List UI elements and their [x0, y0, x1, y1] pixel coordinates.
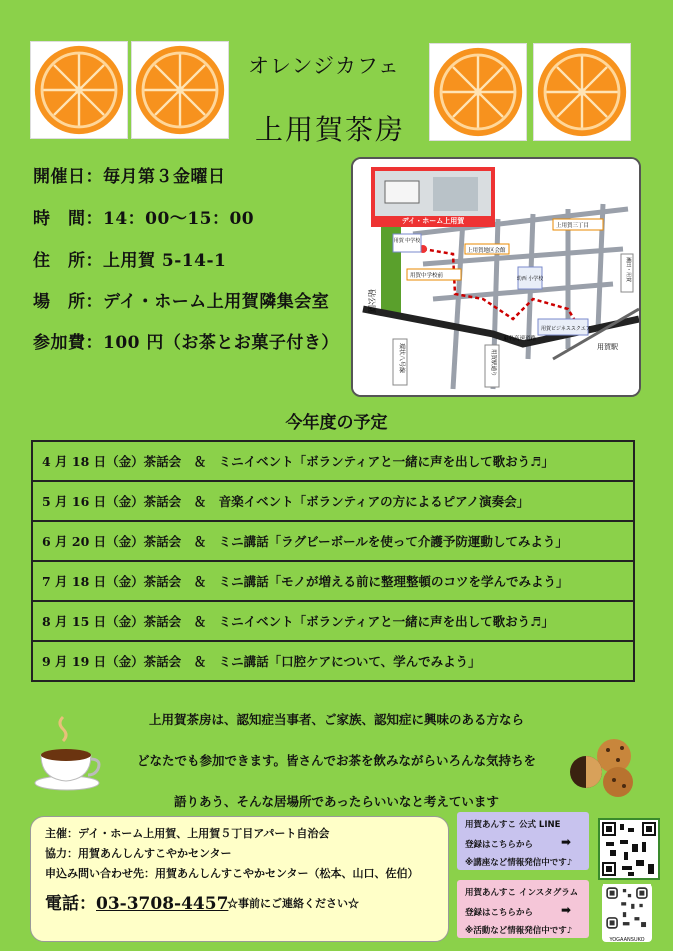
schedule-row	[32, 521, 634, 561]
description-line-3: 語りあう、そんな居場所であったらいいなと考えています	[174, 794, 499, 809]
cafe-title: 上用賀茶房	[255, 113, 406, 146]
line-title: 用賀あんすこ 公式 LINE	[465, 820, 561, 830]
map-chome-label: 上用賀三丁目	[556, 223, 590, 229]
line-note: ※講座など情報発信中です♪	[465, 858, 573, 868]
map-station-label: 用賀駅	[597, 343, 618, 351]
map-photo-label: デイ・ホーム上用賀	[401, 217, 465, 225]
orange-slice-icon	[30, 41, 128, 139]
orange-slice-icon	[533, 43, 631, 141]
instagram-title: 用賀あんすこ インスタグラム	[465, 888, 579, 898]
orange-slice-icon	[429, 43, 527, 141]
schedule-item: 4 月 18 日（金）茶話会 ＆ ミニイベント「ボランティアと一緒に声を出して歌おう♬」	[32, 441, 634, 481]
schedule-row	[32, 441, 634, 481]
map-road-r-label: 瀬田・用賀	[625, 257, 631, 283]
info-place: 場 所：デイ・ホーム上用賀隣集会室	[33, 292, 330, 312]
map-school-gate-label: 用賀中学校前	[410, 273, 444, 279]
inquiry-text: 申込み問い合わせ先：用賀あんしんすこやかセンター（松本、山口、佐伯）	[45, 867, 419, 880]
line-info-box[interactable]	[457, 812, 589, 870]
schedule-table	[31, 440, 635, 682]
line-qr-code[interactable]	[598, 818, 660, 880]
cafe-subtitle: オレンジカフェ	[248, 54, 400, 78]
map-gate2-label: 用賀ビジネススクエア	[541, 326, 591, 332]
schedule-row	[32, 601, 634, 641]
instagram-register: 登録はこちらから	[465, 908, 534, 918]
line-register: 登録はこちらから	[465, 840, 534, 850]
schedule-item: 7 月 18 日（金）茶話会 ＆ ミニ講話「モノが増える前に整理整頓のコツを学んでみよう」	[32, 561, 634, 601]
schedule-row	[32, 481, 634, 521]
info-address: 住 所：上用賀 5-14-1	[33, 251, 227, 271]
contact-box	[30, 816, 449, 942]
instagram-info-box[interactable]	[457, 880, 589, 938]
info-time: 時 間：14：00〜15：00	[33, 209, 255, 229]
map-kinder-label: 幼西 小学校	[516, 276, 544, 282]
description-line-2: どなたでも参加できます。皆さんでお茶を飲みながらいろんな気持ちを	[136, 753, 536, 768]
info-date: 開催日：毎月第３金曜日	[33, 167, 226, 187]
instagram-qr-code[interactable]	[602, 884, 652, 942]
cooperation-text: 協力：用賀あんしんすこやかセンター	[45, 847, 232, 860]
map-street-c-label: 用賀駅通り	[490, 349, 496, 377]
arrow-right-icon: ➡	[561, 835, 572, 849]
map-park-label: 砧公園	[367, 289, 376, 313]
orange-slice-icon	[131, 41, 229, 139]
info-fee: 参加費：100 円（お茶とお菓子付き）	[33, 333, 339, 353]
map-street-a-label: 環状八号線	[398, 343, 405, 374]
schedule-item: 6 月 20 日（金）茶話会 ＆ ミニ講話「ラグビーボールを使って介護予防運動してみよう」	[32, 521, 634, 561]
phone-note: ☆事前にご連絡ください☆	[227, 897, 359, 910]
instagram-note: ※活動など情報発信中です♪	[465, 926, 573, 936]
map-school-label: 用賀 中学校	[393, 238, 421, 244]
map-street-b-label: 東名高速道路	[503, 336, 537, 342]
organizer-text: 主催：デイ・ホーム上用賀、上用賀５丁目アパート自治会	[45, 827, 330, 840]
schedule-item: 9 月 19 日（金）茶話会 ＆ ミニ講話「口腔ケアについて、学んでみよう」	[32, 641, 634, 681]
schedule-item: 8 月 15 日（金）茶話会 ＆ ミニイベント「ボランティアと一緒に声を出して歌おう♬」	[32, 601, 634, 641]
schedule-row	[32, 561, 634, 601]
arrow-right-icon: ➡	[561, 903, 572, 917]
qr-caption: YOGAANSUKO	[609, 937, 645, 943]
map-hall-label: 上用賀地区会館	[467, 248, 506, 254]
description-line-1: 上用賀茶房は、認知症当事者、ご家族、認知症に興味のある方なら	[148, 712, 524, 727]
schedule-title: 今年度の予定	[285, 413, 388, 433]
schedule-item: 5 月 16 日（金）茶話会 ＆ 音楽イベント「ボランティアの方によるピアノ演奏会」	[32, 481, 634, 521]
access-map	[351, 157, 641, 397]
phone-line	[45, 889, 228, 914]
phone-label: 電話：	[45, 894, 96, 914]
phone-number[interactable]: 03-3708-4457	[96, 894, 229, 914]
schedule-row	[32, 641, 634, 681]
